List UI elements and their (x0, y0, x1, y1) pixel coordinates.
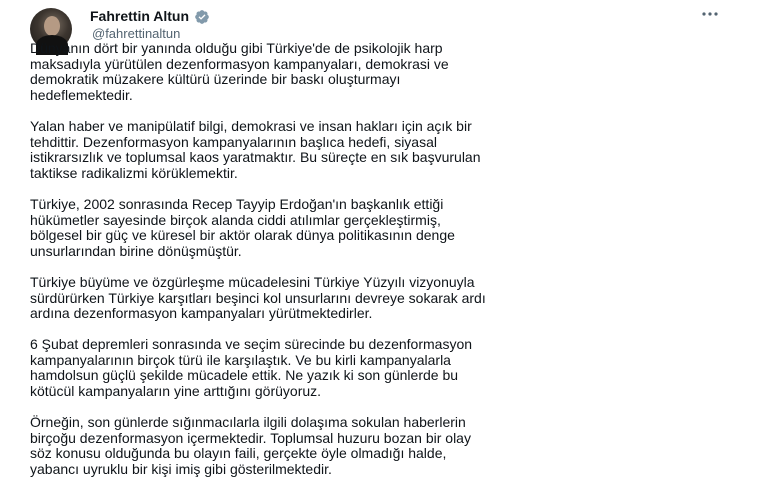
tweet-paragraph: Türkiye, 2002 sonrasında Recep Tayyip Erdoğan'ın başkanlık ettiği hükümetler sayesinde birçok alanda ciddi atılımlar gerçekleştirmiş, bölgesel bir güç ve küresel bir aktör olarak dünya politikasının denge unsurlarından birine dönüşmüştür. (30, 195, 455, 259)
author-name-row (90, 8, 210, 25)
author-display-name[interactable]: Fahrettin Altun (90, 8, 190, 24)
tweet-paragraph: 6 Şubat depremleri sonrasında ve seçim sürecinde bu dezenformasyon kampanyalarının birçok türü ile karşılaştık. Ve bu kirli kampanyalarla hamdolsun güçlü şekilde mücadele ettik. Ne yazık ki son günlerde bu kötücül kampanyaların yine arttığını görüyoruz. (30, 336, 473, 400)
tweet-paragraph: Örneğin, son günlerde sığınmacılarla ilgili dolaşıma sokulan haberlerin birçoğu dezenformasyon içermektedir. Toplumsal huzuru bozan bir olay söz konusu olduğunda bu olayın faili, gerçekte öyle olmadığı halde, yabancı uyruklu bir kişi imiş gibi gösterilmektedir. (30, 414, 471, 478)
avatar-face (44, 16, 60, 36)
verified-badge-icon (194, 9, 210, 25)
tweet-paragraph: Dünyanın dört bir yanında olduğu gibi Türkiye'de de psikolojik harp maksadıyla yürütülen dezenformasyon kampanyaları, demokrasi ve demokratik müzakere kültürü üzerinde bir baskı oluşturmayı hedeflemektedir. (30, 40, 449, 103)
more-horizontal-icon[interactable] (698, 5, 722, 23)
tweet-paragraph: Yalan haber ve manipülatif bilgi, demokrasi ve insan hakları için açık bir tehdittir. Dezenformasyon kampanyalarının başlıca hedefi, siyasal istikrarsızlık ve toplumsal kaos yaratmaktır. Bu süreçte en sık başvurulan taktikse radikalizmi körüklemektir. (30, 117, 481, 181)
tweet-text (30, 41, 730, 493)
author-handle[interactable]: @fahrettinaltun (92, 26, 181, 41)
tweet-paragraph: Türkiye büyüme ve özgürleşme mücadelesini Türkiye Yüzyılı vizyonuyla sürdürürken Türkiye karşıtları beşinci kol unsurlarını devreye sokarak ardı ardına dezenformasyon kampanyaları yürütmektedirler. (30, 273, 486, 322)
